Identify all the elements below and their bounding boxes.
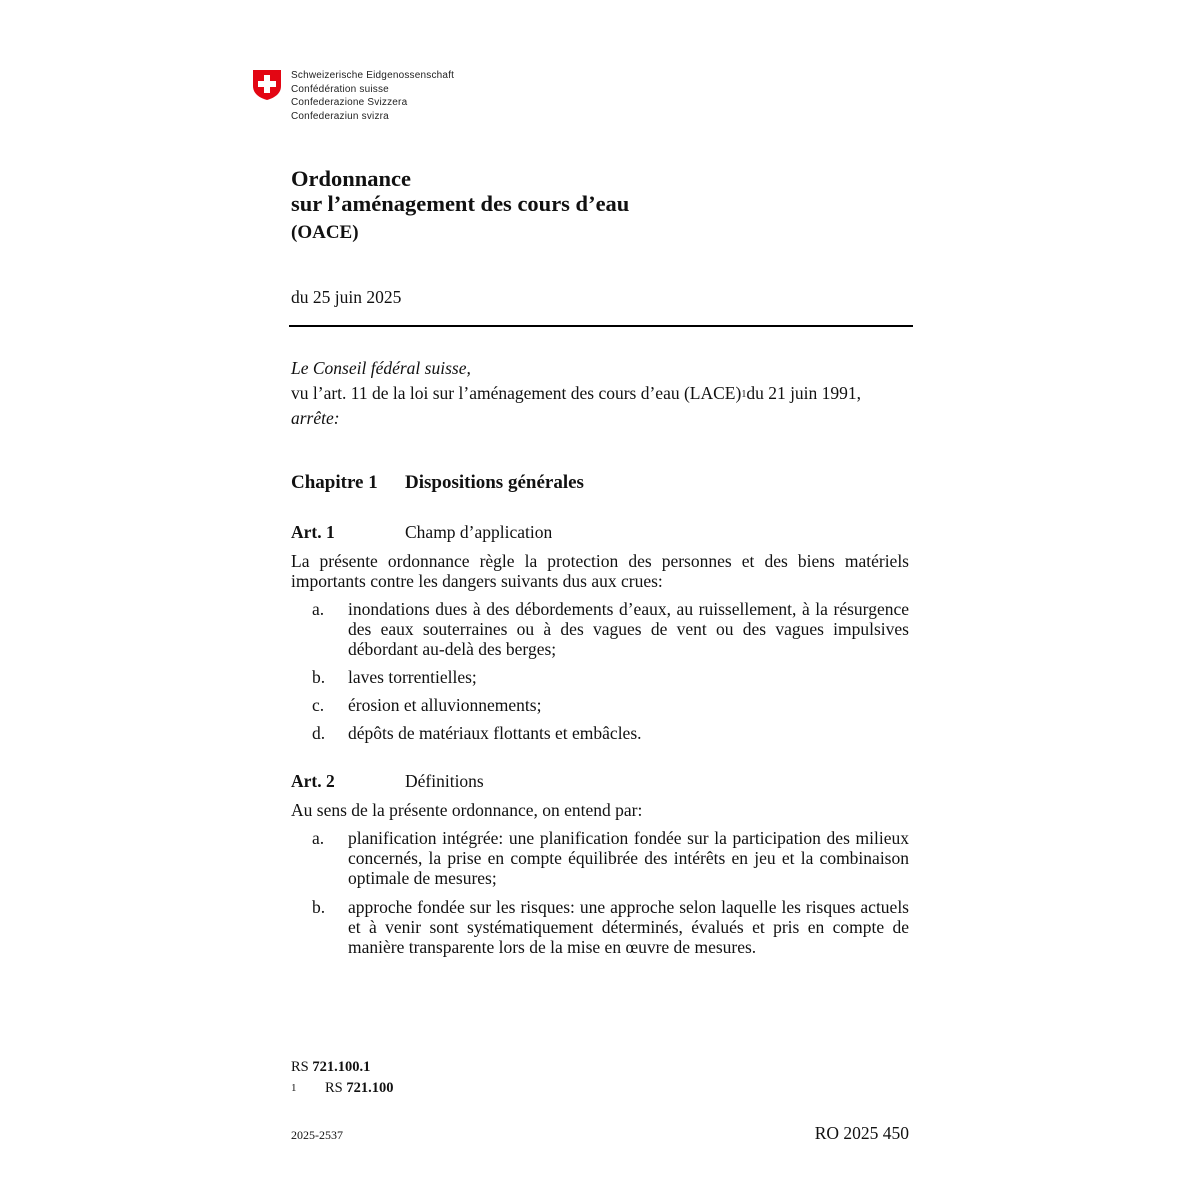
preamble-basis: [291, 381, 861, 406]
item-letter: c.: [312, 695, 325, 715]
article-1-title: Champ d’application: [405, 522, 553, 542]
article-2-title: Définitions: [405, 771, 484, 791]
title-abbreviation: (OACE): [291, 222, 359, 243]
footnote-1-ref: [325, 1078, 394, 1099]
article-2-number: Art. 2: [291, 771, 335, 791]
preamble-basis-text: vu l’art. 11 de la loi sur l’aménagement des cours d’eau (LACE): [291, 383, 742, 403]
footnote-1: [291, 1078, 491, 1100]
chapter-title: Dispositions générales: [405, 472, 584, 493]
article-1-intro: La présente ordonnance règle la protection des personnes et des biens matériels importants contre les dangers suivants dus aux crues:: [291, 551, 909, 591]
confederation-name-fr: Confédération suisse: [291, 83, 389, 95]
item-text: inondations dues à des débordements d’eaux, au ruissellement, à la résurgence des eaux souterraines ou à des vagues de vent ou des vagues impulsives débordant au-delà des berges;: [348, 599, 909, 659]
item-letter: a.: [312, 599, 325, 619]
confederation-name-rm: Confederaziun svizra: [291, 110, 389, 122]
item-letter: b.: [312, 667, 326, 687]
preamble-authority: Le Conseil fédéral suisse,: [291, 358, 471, 378]
item-letter: a.: [312, 828, 325, 848]
footnote-1-mark: 1: [291, 1082, 297, 1094]
document-date: du 25 juin 2025: [291, 287, 402, 307]
preamble-decree: arrête:: [291, 408, 340, 428]
footnote-rs: [291, 1057, 370, 1078]
preamble-basis-date: du 21 juin 1991,: [746, 383, 862, 403]
confederation-names: [291, 69, 454, 123]
item-text: planification intégrée: une planification fondée sur la participation des milieux concernés, la prise en compte équilibrée des intérêts en jeu et la combinaison optimale de mesures;: [348, 828, 909, 888]
item-text: approche fondée sur les risques: une approche selon laquelle les risques actuels et à venir sont systématiquement déterminés, évalués et pris en compte de manière transparente lors de la mise en œuvre de mesures.: [348, 897, 909, 957]
confederation-name-it: Confederazione Svizzera: [291, 97, 408, 108]
title-line-1: Ordonnance: [291, 166, 412, 191]
title-divider: [289, 325, 913, 327]
confederation-name-de: Schweizerische Eidgenossenschaft: [291, 70, 455, 81]
footnote-rs-number: 721.100.1: [312, 1059, 371, 1075]
preamble: [291, 356, 861, 431]
footnote-1-label: RS: [325, 1080, 343, 1096]
item-text: laves torrentielles;: [348, 667, 477, 687]
footnote-rs-label: RS: [291, 1059, 309, 1075]
article-2-intro: Au sens de la présente ordonnance, on entend par:: [291, 800, 643, 820]
chapter-heading: [291, 472, 584, 494]
item-letter: d.: [312, 723, 326, 743]
document-number: 2025-2537: [291, 1128, 343, 1142]
item-letter: b.: [312, 897, 326, 917]
footnote-1-number: 721.100: [346, 1080, 394, 1096]
document-title: [291, 166, 629, 216]
item-text: dépôts de matériaux flottants et embâcles.: [348, 723, 642, 743]
swiss-cross-icon: [252, 69, 282, 101]
official-compilation-ref: RO 2025 450: [814, 1123, 909, 1143]
article-1-number: Art. 1: [291, 522, 335, 542]
item-text: érosion et alluvionnements;: [348, 695, 542, 715]
chapter-number: Chapitre 1: [291, 472, 378, 493]
footnote-ref-1[interactable]: 1: [741, 389, 747, 400]
title-line-2: sur l’aménagement des cours d’eau: [291, 191, 630, 216]
